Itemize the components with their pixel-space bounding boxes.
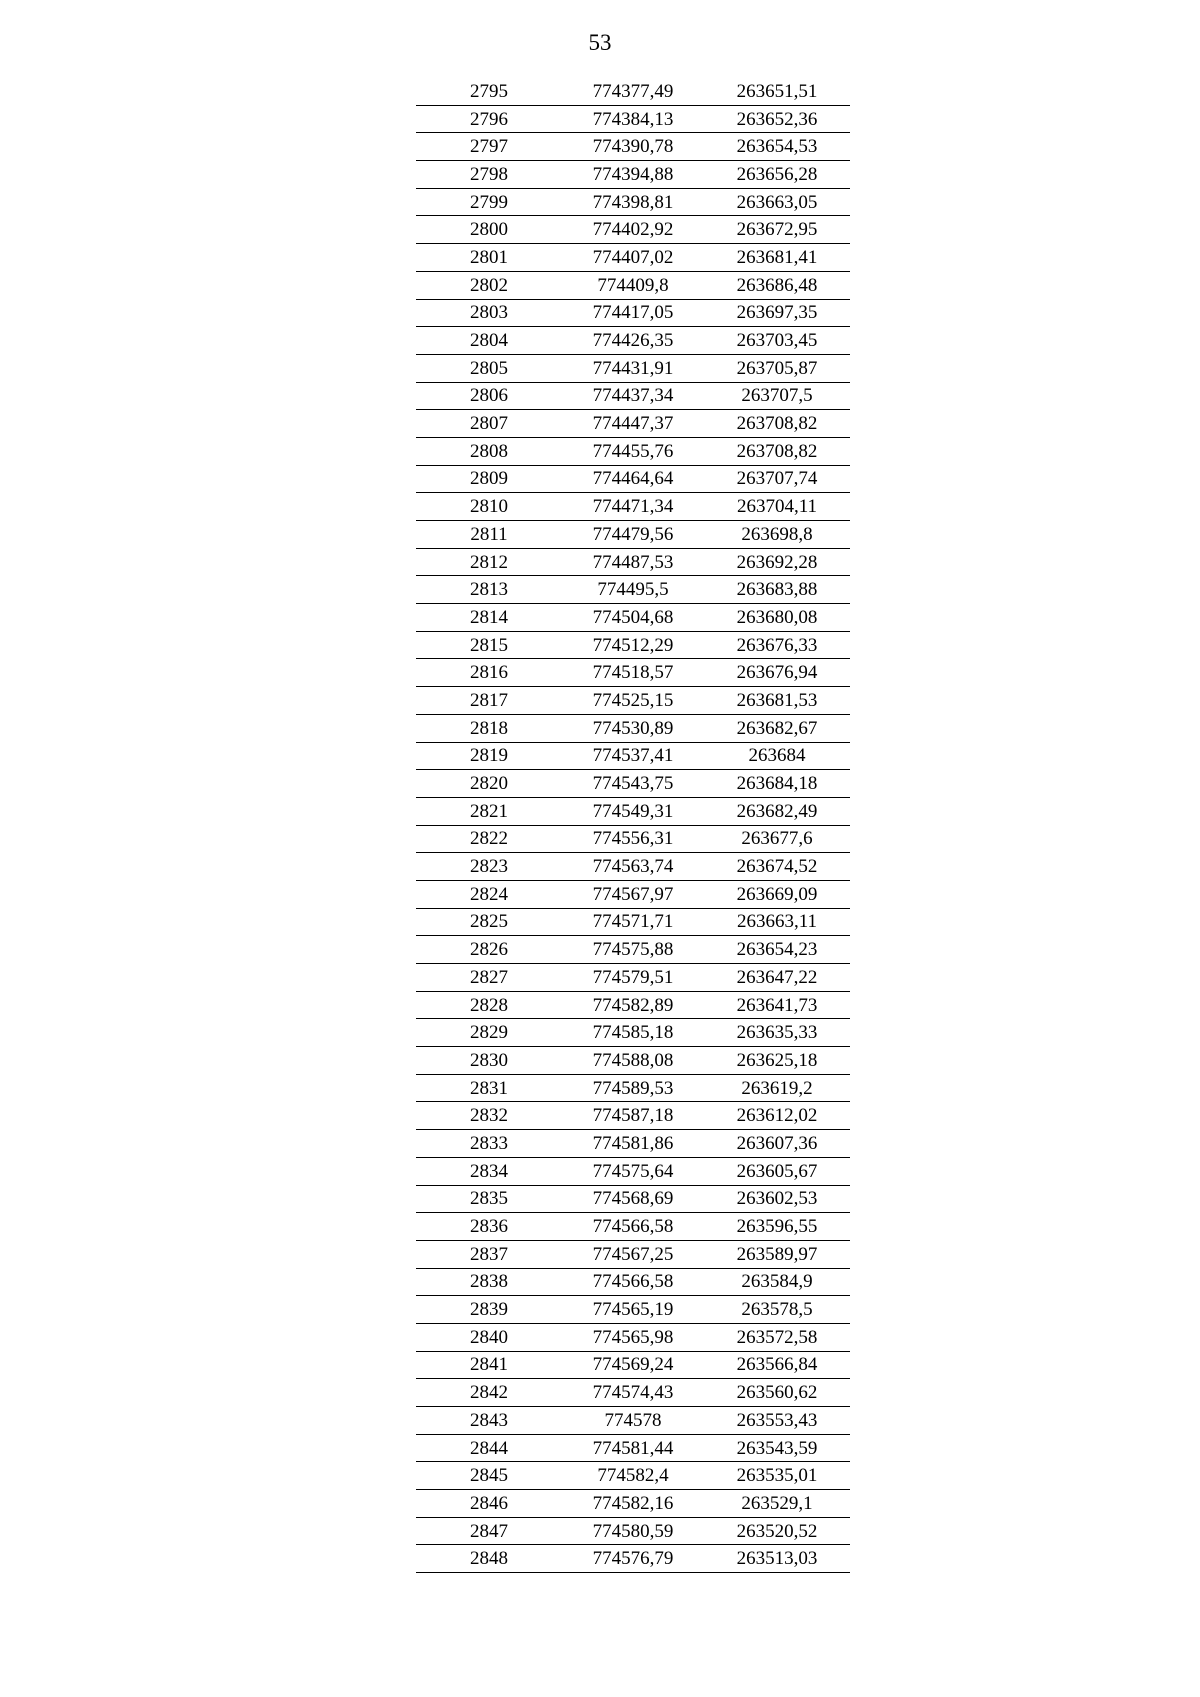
point-number-cell: 2799	[416, 188, 562, 216]
y-coordinate-cell: 263681,53	[704, 687, 850, 715]
x-coordinate-cell: 774464,64	[562, 465, 704, 493]
x-coordinate-cell: 774455,76	[562, 437, 704, 465]
x-coordinate-cell: 774565,19	[562, 1296, 704, 1324]
point-number-cell: 2821	[416, 797, 562, 825]
point-number-cell: 2838	[416, 1268, 562, 1296]
table-row	[416, 908, 850, 936]
x-coordinate-cell: 774530,89	[562, 714, 704, 742]
x-coordinate-cell: 774580,59	[562, 1517, 704, 1545]
x-coordinate-cell: 774504,68	[562, 604, 704, 632]
table-row	[416, 1130, 850, 1158]
point-number-cell: 2797	[416, 133, 562, 161]
point-number-cell: 2842	[416, 1379, 562, 1407]
point-number-cell: 2820	[416, 770, 562, 798]
x-coordinate-cell: 774394,88	[562, 161, 704, 189]
point-number-cell: 2837	[416, 1240, 562, 1268]
y-coordinate-cell: 263625,18	[704, 1047, 850, 1075]
table-row	[416, 1268, 850, 1296]
x-coordinate-cell: 774568,69	[562, 1185, 704, 1213]
x-coordinate-cell: 774566,58	[562, 1268, 704, 1296]
point-number-cell: 2824	[416, 880, 562, 908]
point-number-cell: 2839	[416, 1296, 562, 1324]
table-row	[416, 493, 850, 521]
table-row	[416, 604, 850, 632]
table-row	[416, 382, 850, 410]
y-coordinate-cell: 263708,82	[704, 437, 850, 465]
y-coordinate-cell: 263529,1	[704, 1490, 850, 1518]
y-coordinate-cell: 263708,82	[704, 410, 850, 438]
y-coordinate-cell: 263647,22	[704, 964, 850, 992]
table-row	[416, 437, 850, 465]
y-coordinate-cell: 263680,08	[704, 604, 850, 632]
y-coordinate-cell: 263697,35	[704, 299, 850, 327]
x-coordinate-cell: 774525,15	[562, 687, 704, 715]
table-row	[416, 742, 850, 770]
point-number-cell: 2796	[416, 105, 562, 133]
table-row	[416, 1517, 850, 1545]
y-coordinate-cell: 263683,88	[704, 576, 850, 604]
y-coordinate-cell: 263676,33	[704, 631, 850, 659]
point-number-cell: 2814	[416, 604, 562, 632]
y-coordinate-cell: 263513,03	[704, 1545, 850, 1573]
x-coordinate-cell: 774512,29	[562, 631, 704, 659]
y-coordinate-cell: 263684,18	[704, 770, 850, 798]
table-row	[416, 1434, 850, 1462]
point-number-cell: 2825	[416, 908, 562, 936]
x-coordinate-cell: 774377,49	[562, 78, 704, 105]
x-coordinate-cell: 774565,98	[562, 1323, 704, 1351]
table-row	[416, 161, 850, 189]
point-number-cell: 2822	[416, 825, 562, 853]
x-coordinate-cell: 774582,4	[562, 1462, 704, 1490]
y-coordinate-cell: 263612,02	[704, 1102, 850, 1130]
x-coordinate-cell: 774566,58	[562, 1213, 704, 1241]
point-number-cell: 2833	[416, 1130, 562, 1158]
y-coordinate-cell: 263635,33	[704, 1019, 850, 1047]
x-coordinate-cell: 774431,91	[562, 354, 704, 382]
table-row	[416, 354, 850, 382]
x-coordinate-cell: 774587,18	[562, 1102, 704, 1130]
point-number-cell: 2846	[416, 1490, 562, 1518]
point-number-cell: 2811	[416, 521, 562, 549]
y-coordinate-cell: 263682,67	[704, 714, 850, 742]
y-coordinate-cell: 263572,58	[704, 1323, 850, 1351]
y-coordinate-cell: 263589,97	[704, 1240, 850, 1268]
table-row	[416, 465, 850, 493]
y-coordinate-cell: 263605,67	[704, 1157, 850, 1185]
point-number-cell: 2804	[416, 327, 562, 355]
y-coordinate-cell: 263663,11	[704, 908, 850, 936]
y-coordinate-cell: 263686,48	[704, 271, 850, 299]
x-coordinate-cell: 774537,41	[562, 742, 704, 770]
table-row	[416, 1240, 850, 1268]
y-coordinate-cell: 263674,52	[704, 853, 850, 881]
table-row	[416, 770, 850, 798]
x-coordinate-cell: 774487,53	[562, 548, 704, 576]
point-number-cell: 2813	[416, 576, 562, 604]
point-number-cell: 2817	[416, 687, 562, 715]
x-coordinate-cell: 774567,25	[562, 1240, 704, 1268]
y-coordinate-cell: 263669,09	[704, 880, 850, 908]
table-row	[416, 1351, 850, 1379]
table-row	[416, 1407, 850, 1435]
x-coordinate-cell: 774543,75	[562, 770, 704, 798]
point-number-cell: 2801	[416, 244, 562, 272]
point-number-cell: 2844	[416, 1434, 562, 1462]
table-row	[416, 936, 850, 964]
table-row	[416, 78, 850, 105]
x-coordinate-cell: 774556,31	[562, 825, 704, 853]
y-coordinate-cell: 263676,94	[704, 659, 850, 687]
table-row	[416, 410, 850, 438]
y-coordinate-cell: 263578,5	[704, 1296, 850, 1324]
table-row	[416, 631, 850, 659]
table-row	[416, 133, 850, 161]
x-coordinate-cell: 774582,16	[562, 1490, 704, 1518]
y-coordinate-cell: 263663,05	[704, 188, 850, 216]
x-coordinate-cell: 774417,05	[562, 299, 704, 327]
x-coordinate-cell: 774581,44	[562, 1434, 704, 1462]
point-number-cell: 2847	[416, 1517, 562, 1545]
x-coordinate-cell: 774579,51	[562, 964, 704, 992]
y-coordinate-cell: 263535,01	[704, 1462, 850, 1490]
point-number-cell: 2830	[416, 1047, 562, 1075]
x-coordinate-cell: 774549,31	[562, 797, 704, 825]
point-number-cell: 2802	[416, 271, 562, 299]
point-number-cell: 2809	[416, 465, 562, 493]
x-coordinate-cell: 774575,88	[562, 936, 704, 964]
point-number-cell: 2845	[416, 1462, 562, 1490]
x-coordinate-cell: 774409,8	[562, 271, 704, 299]
table-row	[416, 1323, 850, 1351]
y-coordinate-cell: 263681,41	[704, 244, 850, 272]
table-row	[416, 1379, 850, 1407]
table-row	[416, 271, 850, 299]
x-coordinate-cell: 774581,86	[562, 1130, 704, 1158]
point-number-cell: 2807	[416, 410, 562, 438]
y-coordinate-cell: 263641,73	[704, 991, 850, 1019]
table-row	[416, 964, 850, 992]
point-number-cell: 2812	[416, 548, 562, 576]
table-row	[416, 687, 850, 715]
x-coordinate-cell: 774589,53	[562, 1074, 704, 1102]
x-coordinate-cell: 774575,64	[562, 1157, 704, 1185]
x-coordinate-cell: 774390,78	[562, 133, 704, 161]
point-number-cell: 2831	[416, 1074, 562, 1102]
y-coordinate-cell: 263596,55	[704, 1213, 850, 1241]
point-number-cell: 2800	[416, 216, 562, 244]
point-number-cell: 2836	[416, 1213, 562, 1241]
x-coordinate-cell: 774495,5	[562, 576, 704, 604]
x-coordinate-cell: 774574,43	[562, 1379, 704, 1407]
point-number-cell: 2818	[416, 714, 562, 742]
table-row	[416, 1157, 850, 1185]
y-coordinate-cell: 263672,95	[704, 216, 850, 244]
coordinates-table-body	[416, 78, 850, 1573]
point-number-cell: 2823	[416, 853, 562, 881]
table-row	[416, 1545, 850, 1573]
y-coordinate-cell: 263654,53	[704, 133, 850, 161]
table-row	[416, 521, 850, 549]
x-coordinate-cell: 774407,02	[562, 244, 704, 272]
y-coordinate-cell: 263656,28	[704, 161, 850, 189]
y-coordinate-cell: 263682,49	[704, 797, 850, 825]
x-coordinate-cell: 774571,71	[562, 908, 704, 936]
x-coordinate-cell: 774398,81	[562, 188, 704, 216]
y-coordinate-cell: 263553,43	[704, 1407, 850, 1435]
y-coordinate-cell: 263543,59	[704, 1434, 850, 1462]
x-coordinate-cell: 774426,35	[562, 327, 704, 355]
x-coordinate-cell: 774585,18	[562, 1019, 704, 1047]
point-number-cell: 2810	[416, 493, 562, 521]
x-coordinate-cell: 774437,34	[562, 382, 704, 410]
point-number-cell: 2803	[416, 299, 562, 327]
point-number-cell: 2832	[416, 1102, 562, 1130]
point-number-cell: 2843	[416, 1407, 562, 1435]
page-number: 53	[588, 30, 612, 55]
y-coordinate-cell: 263703,45	[704, 327, 850, 355]
table-row	[416, 1102, 850, 1130]
table-row	[416, 1490, 850, 1518]
y-coordinate-cell: 263652,36	[704, 105, 850, 133]
point-number-cell: 2848	[416, 1545, 562, 1573]
table-row	[416, 1047, 850, 1075]
table-row	[416, 825, 850, 853]
table-row	[416, 1296, 850, 1324]
point-number-cell: 2841	[416, 1351, 562, 1379]
table-row	[416, 659, 850, 687]
y-coordinate-cell: 263651,51	[704, 78, 850, 105]
point-number-cell: 2829	[416, 1019, 562, 1047]
x-coordinate-cell: 774582,89	[562, 991, 704, 1019]
coordinates-table	[416, 78, 850, 1573]
y-coordinate-cell: 263705,87	[704, 354, 850, 382]
x-coordinate-cell: 774479,56	[562, 521, 704, 549]
table-row	[416, 1074, 850, 1102]
table-row	[416, 1019, 850, 1047]
point-number-cell: 2808	[416, 437, 562, 465]
table-row	[416, 991, 850, 1019]
table-row	[416, 188, 850, 216]
point-number-cell: 2806	[416, 382, 562, 410]
point-number-cell: 2815	[416, 631, 562, 659]
table-row	[416, 299, 850, 327]
y-coordinate-cell: 263698,8	[704, 521, 850, 549]
y-coordinate-cell: 263707,74	[704, 465, 850, 493]
y-coordinate-cell: 263704,11	[704, 493, 850, 521]
x-coordinate-cell: 774578	[562, 1407, 704, 1435]
table-row	[416, 548, 850, 576]
x-coordinate-cell: 774569,24	[562, 1351, 704, 1379]
point-number-cell: 2840	[416, 1323, 562, 1351]
y-coordinate-cell: 263692,28	[704, 548, 850, 576]
point-number-cell: 2795	[416, 78, 562, 105]
table-row	[416, 797, 850, 825]
y-coordinate-cell: 263602,53	[704, 1185, 850, 1213]
y-coordinate-cell: 263584,9	[704, 1268, 850, 1296]
point-number-cell: 2819	[416, 742, 562, 770]
point-number-cell: 2826	[416, 936, 562, 964]
y-coordinate-cell: 263520,52	[704, 1517, 850, 1545]
y-coordinate-cell: 263619,2	[704, 1074, 850, 1102]
point-number-cell: 2805	[416, 354, 562, 382]
table-row	[416, 1213, 850, 1241]
x-coordinate-cell: 774447,37	[562, 410, 704, 438]
y-coordinate-cell: 263677,6	[704, 825, 850, 853]
x-coordinate-cell: 774402,92	[562, 216, 704, 244]
y-coordinate-cell: 263560,62	[704, 1379, 850, 1407]
point-number-cell: 2828	[416, 991, 562, 1019]
table-row	[416, 1462, 850, 1490]
y-coordinate-cell: 263654,23	[704, 936, 850, 964]
table-row	[416, 327, 850, 355]
x-coordinate-cell: 774518,57	[562, 659, 704, 687]
x-coordinate-cell: 774563,74	[562, 853, 704, 881]
point-number-cell: 2827	[416, 964, 562, 992]
x-coordinate-cell: 774567,97	[562, 880, 704, 908]
table-row	[416, 1185, 850, 1213]
y-coordinate-cell: 263684	[704, 742, 850, 770]
table-row	[416, 853, 850, 881]
x-coordinate-cell: 774588,08	[562, 1047, 704, 1075]
table-row	[416, 576, 850, 604]
y-coordinate-cell: 263566,84	[704, 1351, 850, 1379]
table-row	[416, 714, 850, 742]
x-coordinate-cell: 774576,79	[562, 1545, 704, 1573]
x-coordinate-cell: 774471,34	[562, 493, 704, 521]
table-row	[416, 105, 850, 133]
table-row	[416, 880, 850, 908]
point-number-cell: 2816	[416, 659, 562, 687]
point-number-cell: 2834	[416, 1157, 562, 1185]
y-coordinate-cell: 263707,5	[704, 382, 850, 410]
table-row	[416, 216, 850, 244]
table-row	[416, 244, 850, 272]
y-coordinate-cell: 263607,36	[704, 1130, 850, 1158]
x-coordinate-cell: 774384,13	[562, 105, 704, 133]
point-number-cell: 2798	[416, 161, 562, 189]
point-number-cell: 2835	[416, 1185, 562, 1213]
